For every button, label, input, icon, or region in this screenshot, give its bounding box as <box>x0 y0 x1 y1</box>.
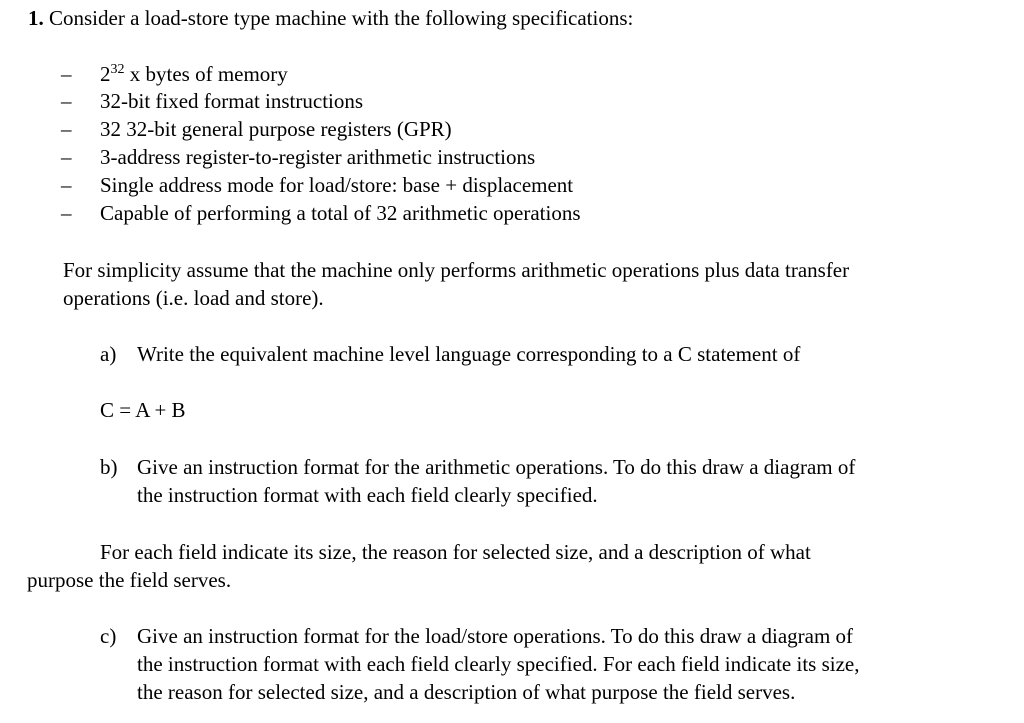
part-b-line-1: Give an instruction format for the arithmetic operations. To do this draw a diagram of <box>137 455 856 479</box>
part-c-line-3: the reason for selected size, and a description of what purpose the field serves. <box>137 680 796 704</box>
dash-bullet: – <box>61 173 72 197</box>
part-b-note-1: For each field indicate its size, the reason for selected size, and a description of what <box>100 540 811 564</box>
dash-bullet: – <box>61 117 72 141</box>
dash-bullet: – <box>61 89 72 113</box>
question-heading <box>28 4 633 32</box>
spec-text: 3-address register-to-register arithmetic instructions <box>100 145 536 169</box>
spec-exponent: 32 <box>110 62 125 77</box>
part-a-label: a) <box>100 342 117 366</box>
spec-text: 32 32-bit general purpose registers (GPR) <box>100 117 452 141</box>
part-b-line-2: the instruction format with each field clearly specified. <box>137 483 598 507</box>
spec-text: 32-bit fixed format instructions <box>100 89 364 113</box>
part-c-line-2: the instruction format with each field clearly specified. For each field indicate its size, <box>137 652 860 676</box>
dash-bullet: – <box>61 201 72 225</box>
spec-text: Single address mode for load/store: base + displacement <box>100 173 574 197</box>
spec-rest: x bytes of memory <box>124 62 288 86</box>
part-b-label: b) <box>100 455 118 479</box>
part-c-line-1: Give an instruction format for the load/store operations. To do this draw a diagram of <box>137 624 854 648</box>
part-b-note-2: purpose the field serves. <box>27 568 232 592</box>
spec-base: 2 <box>100 62 111 86</box>
part-c-label: c) <box>100 624 117 648</box>
dash-bullet: – <box>61 145 72 169</box>
spec-text <box>100 60 288 88</box>
question-intro: Consider a load-store type machine with the following specifications: <box>49 6 634 30</box>
part-a-statement: C = A + B <box>100 398 186 422</box>
part-a-text: Write the equivalent machine level language corresponding to a C statement of <box>137 342 801 366</box>
assumption-line-2: operations (i.e. load and store). <box>63 286 324 310</box>
assumption-line-1: For simplicity assume that the machine only performs arithmetic operations plus data transfer <box>63 258 850 282</box>
spec-text: Capable of performing a total of 32 arithmetic operations <box>100 201 581 225</box>
question-number: 1. <box>28 6 44 30</box>
dash-bullet: – <box>61 62 72 86</box>
